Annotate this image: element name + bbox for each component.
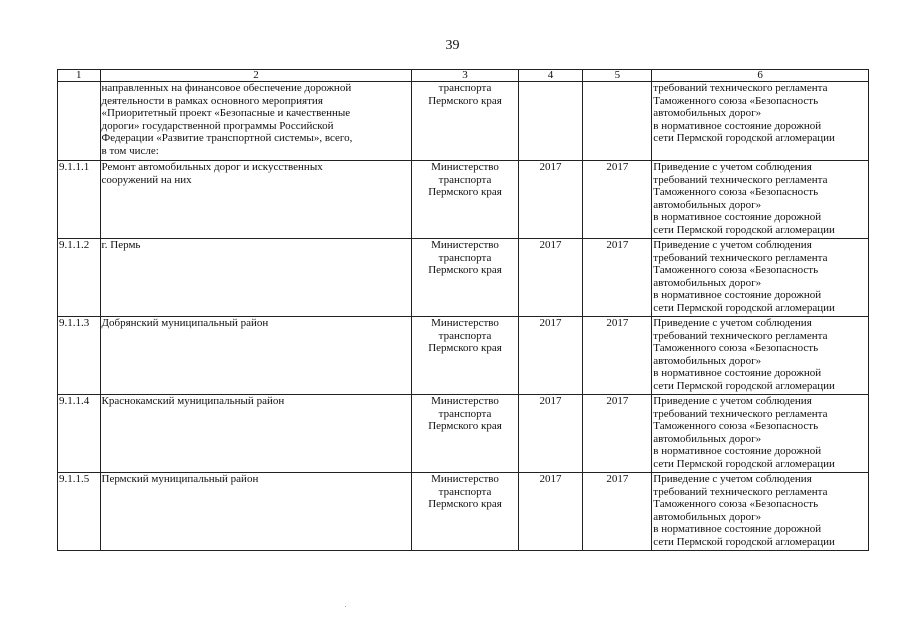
cell-text-line: транспорта	[438, 329, 492, 342]
row-number-cell: 9.1.1.3	[58, 317, 101, 395]
cell-text-line: автомобильных дорог»	[653, 510, 762, 523]
result-cell	[652, 395, 869, 473]
measure-name-cell	[100, 473, 412, 551]
cell-text-line: Приведение с учетом соблюдения	[653, 395, 812, 407]
row-number-cell: 9.1.1.2	[58, 239, 101, 317]
result-cell	[652, 82, 869, 161]
cell-text-line: автомобильных дорог»	[653, 276, 762, 289]
cell-text-line: Таможенного союза «Безопасность	[653, 94, 819, 107]
executor-cell	[412, 161, 518, 239]
cell-text-line: Таможенного союза «Безопасность	[653, 264, 819, 277]
table-row	[58, 161, 869, 239]
cell-text-line: Ремонт автомобильных дорог и искусственных	[101, 161, 323, 173]
cell-text-line: Пермского края	[428, 498, 502, 511]
cell-text-line: в том числе:	[101, 144, 159, 157]
cell-text-line: Министерство	[431, 395, 499, 407]
cell-text-line: Пермского края	[428, 186, 502, 199]
column-number: 5	[583, 70, 652, 82]
cell-text-line: Приведение с учетом соблюдения	[653, 317, 812, 329]
cell-text-line: в нормативное состояние дорожной	[653, 445, 822, 458]
end-year-cell: 2017	[583, 317, 652, 395]
end-year-cell: 2017	[583, 161, 652, 239]
cell-text-line: автомобильных дорог»	[653, 198, 762, 211]
cell-text-line: Пермского края	[428, 94, 502, 107]
executor-cell	[412, 82, 518, 161]
start-year-cell: 2017	[518, 395, 583, 473]
cell-text-line: требований технического регламента	[653, 485, 828, 498]
cell-text-line: Пермский муниципальный район	[101, 473, 259, 485]
result-cell	[652, 473, 869, 551]
cell-text-line: Пермского края	[428, 420, 502, 433]
cell-text-line: дороги» государственной программы Российской	[101, 119, 334, 132]
cell-text-line: сети Пермской городской агломерации	[653, 132, 835, 145]
column-number: 2	[100, 70, 412, 82]
cell-text-line: деятельности в рамках основного мероприятия	[101, 94, 323, 107]
end-year-cell: 2017	[583, 239, 652, 317]
measures-table	[57, 69, 869, 551]
cell-text-line: транспорта	[438, 251, 492, 264]
cell-text-line: в нормативное состояние дорожной	[653, 211, 822, 224]
cell-text-line: Приведение с учетом соблюдения	[653, 161, 812, 173]
cell-text-line: г. Пермь	[101, 239, 141, 251]
column-number: 1	[58, 70, 101, 82]
cell-text-line: в нормативное состояние дорожной	[653, 523, 822, 536]
cell-text-line: транспорта	[438, 485, 492, 498]
row-number-cell: 9.1.1.5	[58, 473, 101, 551]
end-year-cell: 2017	[583, 473, 652, 551]
result-cell	[652, 317, 869, 395]
cell-text-line: сети Пермской городской агломерации	[653, 457, 835, 470]
cell-text-line: требований технического регламента	[653, 407, 828, 420]
cell-text-line: Приведение с учетом соблюдения	[653, 473, 812, 485]
result-cell	[652, 161, 869, 239]
page-number: 39	[445, 38, 460, 53]
start-year-cell: 2017	[518, 161, 583, 239]
cell-text-line: Таможенного союза «Безопасность	[653, 186, 819, 199]
start-year-cell	[518, 82, 583, 161]
cell-text-line: сети Пермской городской агломерации	[653, 379, 835, 392]
result-cell	[652, 239, 869, 317]
measure-name-cell	[100, 161, 412, 239]
cell-text-line: Федерации «Развитие транспортной системы», всего,	[101, 132, 353, 145]
end-year-cell: 2017	[583, 395, 652, 473]
cell-text-line: требований технического регламента	[653, 251, 828, 264]
cell-text-line: Добрянский муниципальный район	[101, 317, 269, 329]
cell-text-line: Министерство	[431, 239, 499, 251]
cell-text-line: транспорта	[438, 82, 492, 94]
executor-cell	[412, 395, 518, 473]
column-number: 3	[412, 70, 518, 82]
cell-text-line: сооружений на них	[101, 173, 192, 186]
cell-text-line: Пермского края	[428, 342, 502, 355]
cell-text-line: в нормативное состояние дорожной	[653, 119, 822, 132]
executor-cell	[412, 473, 518, 551]
cell-text-line: транспорта	[438, 173, 492, 186]
measure-name-cell	[100, 317, 412, 395]
column-number: 6	[652, 70, 869, 82]
cell-text-line: Таможенного союза «Безопасность	[653, 420, 819, 433]
row-number-cell	[58, 82, 101, 161]
cell-text-line: Приведение с учетом соблюдения	[653, 239, 812, 251]
cell-text-line: направленных на финансовое обеспечение дорожной	[101, 82, 352, 94]
column-number-row	[58, 70, 869, 82]
cell-text-line: требований технического регламента	[653, 173, 828, 186]
measure-name-cell	[100, 395, 412, 473]
cell-text-line: в нормативное состояние дорожной	[653, 289, 822, 302]
cell-text-line: автомобильных дорог»	[653, 107, 762, 120]
cell-text-line: автомобильных дорог»	[653, 432, 762, 445]
cell-text-line: сети Пермской городской агломерации	[653, 301, 835, 314]
start-year-cell: 2017	[518, 473, 583, 551]
cell-text-line: автомобильных дорог»	[653, 354, 762, 367]
row-number-cell: 9.1.1.4	[58, 395, 101, 473]
table-row	[58, 317, 869, 395]
cell-text-line: «Приоритетный проект «Безопасные и качественные	[101, 107, 351, 120]
cell-text-line: Министерство	[431, 473, 499, 485]
cell-text-line: сети Пермской городской агломерации	[653, 223, 835, 236]
executor-cell	[412, 239, 518, 317]
cell-text-line: Министерство	[431, 317, 499, 329]
row-number-cell: 9.1.1.1	[58, 161, 101, 239]
cell-text-line: Министерство	[431, 161, 499, 173]
table-row	[58, 395, 869, 473]
cell-text-line: транспорта	[438, 407, 492, 420]
cell-text-line: требований технического регламента	[653, 82, 828, 94]
cell-text-line: требований технического регламента	[653, 329, 828, 342]
cell-text-line: Пермского края	[428, 264, 502, 277]
cell-text-line: Краснокамский муниципальный район	[101, 395, 285, 407]
column-number: 4	[518, 70, 583, 82]
cell-text-line: сети Пермской городской агломерации	[653, 535, 835, 548]
table-row	[58, 239, 869, 317]
measure-name-cell	[100, 239, 412, 317]
measure-name-cell	[100, 82, 412, 161]
cell-text-line: в нормативное состояние дорожной	[653, 367, 822, 380]
table-row	[58, 473, 869, 551]
start-year-cell: 2017	[518, 317, 583, 395]
scan-speck	[345, 606, 346, 607]
start-year-cell: 2017	[518, 239, 583, 317]
cell-text-line: Таможенного союза «Безопасность	[653, 498, 819, 511]
end-year-cell	[583, 82, 652, 161]
table-row-continuation	[58, 82, 869, 161]
executor-cell	[412, 317, 518, 395]
cell-text-line: Таможенного союза «Безопасность	[653, 342, 819, 355]
